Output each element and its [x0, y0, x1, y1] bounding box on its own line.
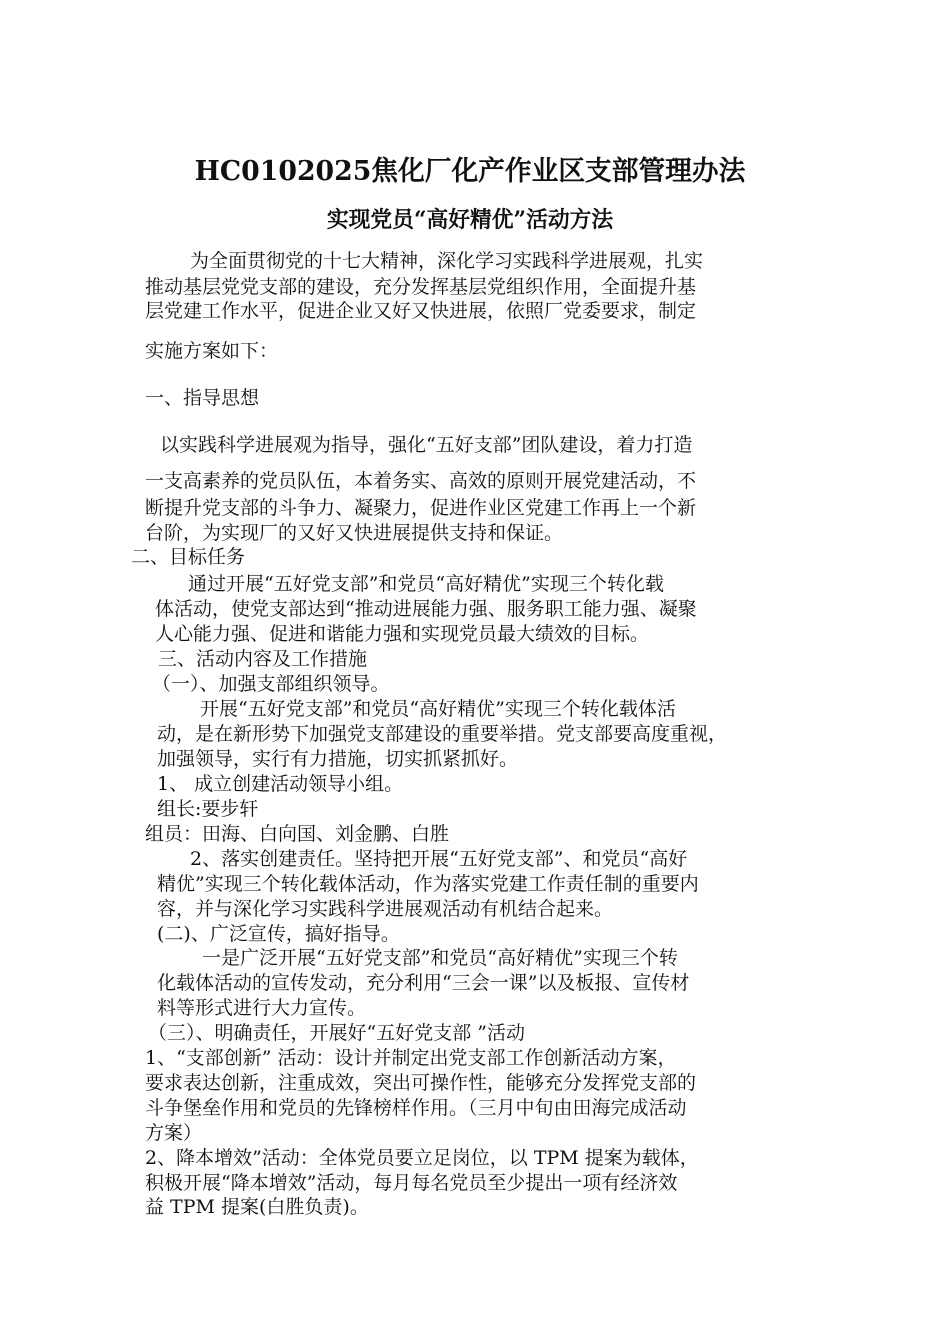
text-line: 斗争堡垒作用和党员的先锋榜样作用。（三月中旬由田海完成活动 [145, 1097, 687, 1119]
text-line: 1、 成立创建活动领导小组。 [157, 773, 404, 795]
text-line: 为全面贯彻党的十七大精神，深化学习实践科学进展观，扎实 [190, 250, 704, 272]
text-line: 2、落实创建责任。坚持把开展“五好党支部”、和党员“高好 [190, 848, 688, 870]
text-line: 以实践科学进展观为指导，强化“五好支部”团队建设，着力打造 [160, 434, 693, 456]
text-line: 台阶，为实现厂的又好又快进展提供支持和保证。 [145, 522, 564, 544]
text-line: 加强领导，实行有力措施，切实抓紧抓好。 [157, 748, 519, 770]
subsection-heading: （一）、加强支部组织领导。 [152, 673, 390, 695]
section-heading: 一、指导思想 [145, 387, 260, 409]
text-line: 料等形式进行大力宣传。 [157, 997, 367, 1019]
text-line: 推动基层党党支部的建设，充分发挥基层党组织作用，全面提升基 [145, 276, 697, 298]
text-line: 容，并与深化学习实践科学进展观活动有机结合起来。 [157, 898, 614, 920]
text-line: 组长:要步轩 [157, 798, 259, 820]
text-line: 体活动，使党支部达到“推动进展能力强、服务职工能力强、凝聚 [155, 598, 697, 620]
subsection-heading: （三）、明确责任，开展好“五好党支部 ”活动 [148, 1022, 525, 1044]
text-line: 化载体活动的宣传发动，充分利用“三会一课”以及板报、宣传材 [157, 972, 690, 994]
text-line: 方案） [145, 1122, 203, 1144]
text-line: 通过开展“五好党支部”和党员“高好精优”实现三个转化载 [188, 573, 664, 595]
text-line: 一是广泛开展“五好党支部”和党员“高好精优”实现三个转 [202, 947, 678, 969]
text-line: 人心能力强、促进和谐能力强和实现党员最大绩效的目标。 [155, 623, 650, 645]
text-line: 2、降本增效”活动：全体党员要立足岗位，以 TPM 提案为载体， [145, 1147, 699, 1169]
document-title: HC0102025焦化厂化产作业区支部管理办法 [194, 156, 746, 187]
subsection-heading: (二)、广泛宣传，搞好指导。 [157, 923, 400, 945]
text-line: 益 TPM 提案(白胜负责)。 [145, 1196, 369, 1218]
text-line: 积极开展“降本增效”活动，每月每名党员至少提出一项有经济效 [145, 1172, 678, 1194]
text-line: 一支高素养的党员队伍，本着务实、高效的原则开展党建活动，不 [145, 470, 697, 492]
text-line: 实施方案如下： [145, 340, 279, 362]
text-line: 1、“支部创新” 活动：设计并制定出党支部工作创新活动方案， [145, 1047, 677, 1069]
document-subtitle: 实现党员“高好精优”活动方法 [326, 207, 614, 233]
section-heading: 三、活动内容及工作措施 [158, 648, 368, 670]
text-line: 精优”实现三个转化载体活动，作为落实党建工作责任制的重要内 [157, 873, 699, 895]
text-line: 要求表达创新，注重成效，突出可操作性，能够充分发挥党支部的 [145, 1072, 697, 1094]
text-line: 断提升党支部的斗争力、凝聚力，促进作业区党建工作再上一个新 [145, 497, 697, 519]
text-line: 组员：田海、白向国、刘金鹏、白胜 [145, 823, 450, 845]
text-line: 层党建工作水平，促进企业又好又快进展，依照厂党委要求，制定 [145, 300, 697, 322]
text-line: 动，是在新形势下加强党支部建设的重要举措。党支部要高度重视， [157, 723, 728, 745]
section-heading: 二、目标任务 [131, 546, 246, 568]
text-line: 开展“五好党支部”和党员“高好精优”实现三个转化载体活 [200, 698, 676, 720]
